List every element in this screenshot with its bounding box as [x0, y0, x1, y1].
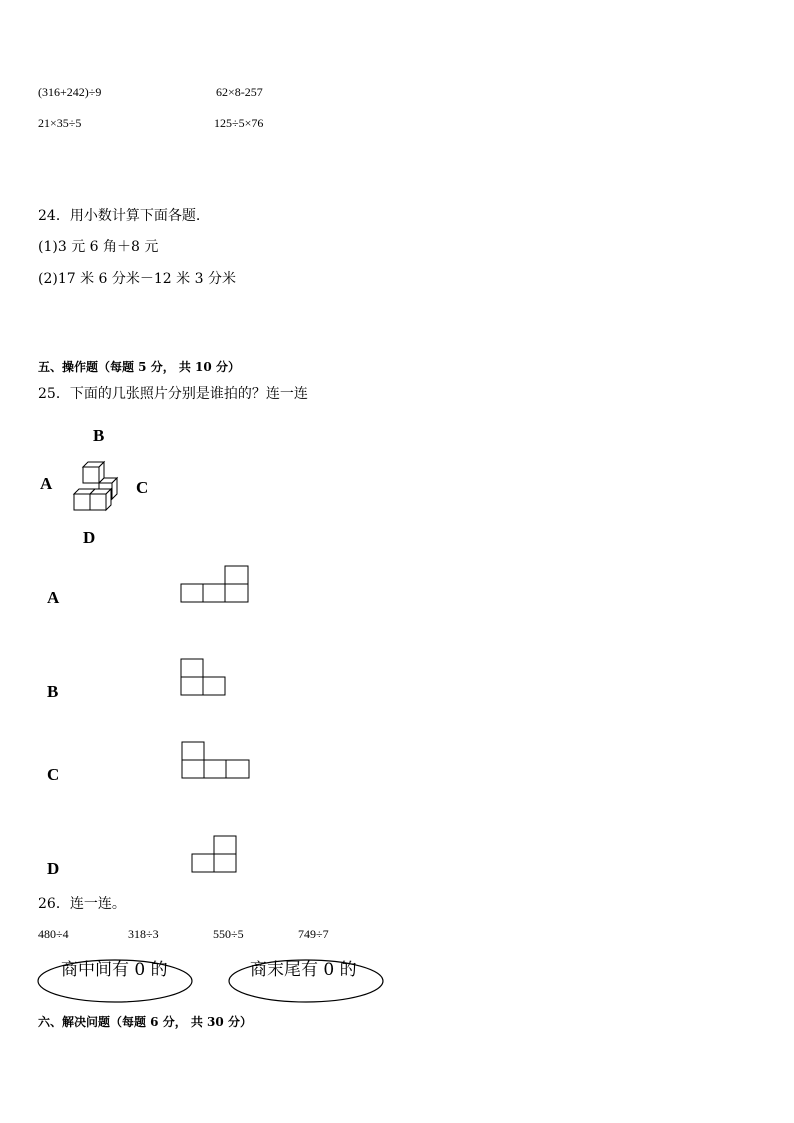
photo-label-c: C	[47, 765, 60, 784]
question-25-title: 25．下面的几张照片分别是谁拍的？连一连	[38, 386, 308, 402]
section-5-heading: 五、操作题（每题 5 分， 共 10 分）	[38, 360, 240, 374]
photo-d-figure	[192, 836, 236, 872]
expression-125-div-5x76: 125÷5×76	[214, 116, 264, 130]
question-24-item-1: (1)3 元 6 角＋8 元	[38, 239, 159, 255]
expression-316-242-div-9: (316+242)÷9	[38, 85, 102, 99]
expression-318-div-3: 318÷3	[128, 927, 159, 941]
photo-c-figure	[182, 742, 249, 778]
photo-a-figure	[181, 566, 248, 602]
direction-label-d: D	[83, 528, 96, 547]
photo-label-b: B	[47, 682, 59, 701]
category-label-end-zero: 商末尾有 0 的	[250, 960, 357, 980]
direction-label-b: B	[93, 426, 105, 445]
expression-62x8-257: 62×8-257	[216, 85, 263, 99]
direction-label-a: A	[40, 474, 53, 493]
question-24-item-2: (2)17 米 6 分米－12 米 3 分米	[38, 271, 236, 287]
photo-label-d: D	[47, 859, 60, 878]
category-label-middle-zero: 商中间有 0 的	[61, 960, 168, 980]
cube-arrangement-figure	[74, 462, 117, 510]
expression-749-div-7: 749÷7	[298, 927, 329, 941]
question-24-title: 24．用小数计算下面各题.	[38, 208, 201, 224]
expression-550-div-5: 550÷5	[213, 927, 244, 941]
expression-480-div-4: 480÷4	[38, 927, 69, 941]
direction-label-c: C	[136, 478, 149, 497]
photo-label-a: A	[47, 588, 60, 607]
question-26-title: 26．连一连。	[38, 896, 126, 912]
expression-21x35-div-5: 21×35÷5	[38, 116, 82, 130]
section-6-heading: 六、解决问题（每题 6 分， 共 30 分）	[38, 1015, 252, 1029]
photo-b-figure	[181, 659, 225, 695]
